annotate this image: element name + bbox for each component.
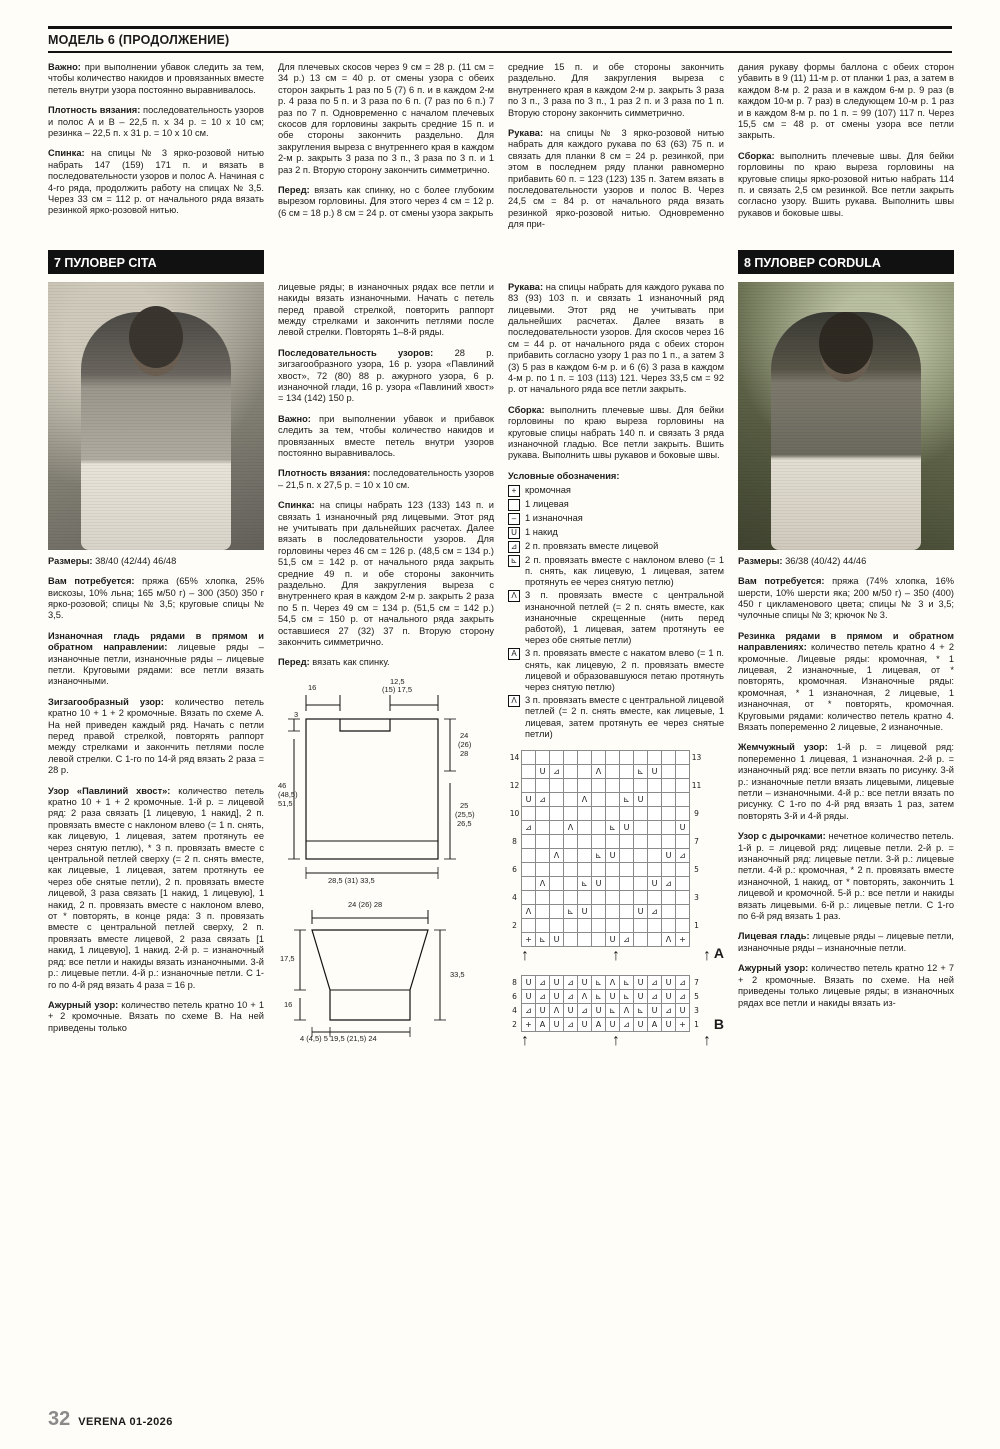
paragraph-text: при выполнении убавок следить за тем, чтобы количество накидов и провязанных вместе петель внутри узора постоянно выравнивалось. <box>48 62 264 95</box>
paragraph-lead: Резинка рядами в прямом и обратном направлениях: <box>738 630 954 653</box>
row-number-right: 13 <box>691 753 702 763</box>
paragraph <box>278 468 494 491</box>
legend-item <box>508 695 724 740</box>
paragraph-lead: Лицевая гладь: <box>738 931 810 942</box>
schem-label-515: 51,5 <box>278 798 293 808</box>
model8-materials <box>738 576 954 622</box>
legend-item <box>508 555 724 589</box>
legend-item-label: 2 п. провязать вместе с наклоном влево (= 1 п. снять, как лицевую, 1 лицевая, затем протянуть ее через снятую петлю) <box>525 554 724 588</box>
chart-b <box>508 975 724 1050</box>
photo-grain-overlay <box>48 282 264 550</box>
paragraph-text: количество петель кратно 12 + 7 + 2 кромочные. Вязать по схеме. На ней приведены только лицевые ряды; в изнаночных рядах все петли и накиды вязать из- <box>738 963 954 1008</box>
symbol-knit-icon <box>508 499 520 511</box>
chart-row: Ʌ ⊾ U U ⊿ <box>508 877 703 891</box>
paragraph-text: лицевые ряды – изнаночные петли, изнаночные ряды – лицевые петли. Круговыми рядами: все петли вязать изнаночными. <box>48 642 264 687</box>
chart-b-grid <box>508 975 703 1032</box>
main-columns <box>48 281 955 1050</box>
paragraph-lead: Зигзагообразный узор: <box>48 696 164 707</box>
schem-sleeve-top: 24 (26) 28 <box>348 899 383 909</box>
paragraph-lead: Изнаночная гладь рядами в прямом и обратном направлении: <box>48 630 264 653</box>
row-number-blank <box>508 765 522 779</box>
schem-label-125: 12,5 <box>390 676 405 686</box>
row-number-left: 6 <box>512 992 517 1002</box>
repeat-arrow-icon: ↑ <box>703 1032 711 1050</box>
paragraph-text: нечетное количество петель. 1-й р. = лицевой ряд: лицевые петли. 2-й р. = изнаночный ряд: лицевые петли. 3-й р.: лицевые петли. 4-й р.: кромочная, * 2 п. провязать вместе изнаночной, 1 накид, от * повторять, закончить 1 лицевой и кромочной. 5-й р.: все петли и накиды вязать лицевыми. 6-й р.: лицевые петли. С 1-го по 6-й ряд вязать 1 раз. <box>738 831 954 922</box>
chart-b-arrows <box>521 1032 711 1050</box>
repeat-arrow-icon: ↑ <box>612 1032 620 1050</box>
paragraph-text: Для плечевых скосов через 9 см = 28 р. (11 см = 34 р.) 13 см = 40 р. от смены узора с обеих сторон закрыть 1 раз по 5 (7) 6 п. и в каждом 2-м р. 4 раза по 5 п. и 3 раза по 6 п. (7 раз по 6 п.) 7 раз по 7 п. Одновременно с началом плечевых скосов для горловины закрыть средние 15 п. и обе стороны закончить раздельно. Для закругления выреза с внутреннего края в каждом 2-м р. закрыть 3 раза по 3 п., 3 раза по 3 п. и 1 раз 2 п. Вторую сторону закончить симметрично. <box>278 62 494 175</box>
row-number-right: 5 <box>694 992 699 1002</box>
legend-item-label: 3 п. провязать вместе с центральной лицевой петлей (= 2 п. снять вместе, как лицевые, 1 лицевая, затем протянуть ее через снятые петли) <box>525 695 724 739</box>
legend <box>508 471 724 740</box>
paragraph-lead: Рукава: <box>508 128 544 139</box>
schem-label-26: (26) <box>458 739 472 749</box>
legend-item-label: 3 п. провязать вместе с накатом влево (= 1 п. снять, как лицевую, 2 п. провязать вместе лицевой и образовавшуюся петаю протянуть через снятую петлю) <box>525 648 724 693</box>
schem-sleeve-16: 16 <box>284 999 293 1009</box>
paragraph-text: последовательность узоров и полос А и В – 22,5 п. х 34 р. = 10 х 10 см; резинка – 22,5 п. х 31 р. = 10 х 10 см. <box>48 105 264 139</box>
paragraph <box>508 128 724 231</box>
symbol-cdd-knit-icon: Ʌ <box>508 695 520 707</box>
chart-row <box>508 863 703 877</box>
footer <box>48 1408 173 1431</box>
paragraph-text: средние 15 п. и обе стороны закончить раздельно. Для закругления выреза с внутреннего края в каждом 2-м р. закрыть 3 раза по 3 п., 3 раза по 3 п., 1 раз 2 п. и 3 раза по 1 п. Вторую сторону закончить симметрично. <box>508 62 724 118</box>
repeat-arrow-icon: ↑ <box>521 1032 529 1050</box>
model7-col-2 <box>278 282 494 1050</box>
chart-row <box>508 919 703 933</box>
paragraph-lead: Узор «Павлиний хвост»: <box>48 785 171 796</box>
header-rule-bottom <box>48 51 952 53</box>
legend-item <box>508 541 724 553</box>
chart-row <box>508 751 703 765</box>
symbol-ssk-icon: ⊾ <box>508 555 520 567</box>
schem-label-25: 25 <box>460 800 469 810</box>
paragraph <box>278 414 494 460</box>
paragraph <box>48 105 264 139</box>
materials-value: пряжа (74% хлопка, 16% шерсти, 10% шерсти яка; 200 м/50 г) – 350 (400) 450 г цикламенового цвета; спицы № 3 и 3,5; чулочные спицы № 3; крючок № 3. <box>738 576 955 621</box>
schem-label-265: 26,5 <box>457 818 472 828</box>
paragraph <box>738 963 954 1009</box>
schem-label-24: 24 <box>460 730 469 740</box>
paragraph-text: вязать как спинку, но с более глубоким вырезом горловины. Для этого через 4 см = 12 р. (6 см = 18 р.) 8 см = 24 р. от смены узора закрыть <box>278 185 494 218</box>
materials-label: Вам потребуется: <box>48 576 135 587</box>
schematic-back <box>278 676 494 898</box>
chart-row <box>508 807 703 821</box>
paragraph-lead: Рукава: <box>508 281 544 292</box>
sizes-label: Размеры: <box>738 555 783 566</box>
paragraph <box>48 631 264 688</box>
paragraph-lead: Узор с дырочками: <box>738 831 826 842</box>
legend-item <box>508 527 724 539</box>
schem-label-3: 3 <box>294 709 299 719</box>
row-number-right: 9 <box>694 809 699 819</box>
paragraph <box>278 62 494 176</box>
chart-b-letter: B <box>713 1016 724 1033</box>
row-number-blank <box>690 849 704 863</box>
sizes-label: Размеры: <box>48 555 93 566</box>
paragraph-lead: Важно: <box>278 413 311 424</box>
model-banners <box>48 250 952 274</box>
paragraph-text: дания рукаву формы баллона с обеих сторон убавить в 9 (11) 11-м р. от планки 1 раз, а затем в каждом 8-м р. 2 раза и в каждом 6-м р. 9 раз (в каждом 10-м р. 7 раз) в следующем 10-м р. 1 раз и в каждом 8-м р. по 1 п. = 99 (107) 117 п. Через 15,5 см = 48 р. от смены узора все петли закрыть. <box>738 62 954 141</box>
paragraph-text: 1-й р. = лицевой ряд: попеременно 1 лицевая, 1 изнаночная. 2-й р. = изнаночный ряд: все петли вязать по рисунку. 3-й р.: изнаночные петли вязать лицевыми, лицевые петли – изнаночными. 4-й р.: все петли вязать по рисунку. С 1-го по 4-й ряд вязать 1 раз, затем повторять 3-й и 4-й ряды. <box>738 742 954 821</box>
row-number-blank <box>690 793 704 807</box>
paragraph-text: выполнить плечевые швы. Для бейки горловины по краю выреза горловины на круговые спицы набрать 140 п. и связать 3 ряда изнаночной гладью. Все петли закрыть. Вшить рукава. Выполнить швы рукавов и боковые швы. <box>508 404 724 461</box>
model8-sizes <box>738 556 954 567</box>
paragraph-text: выполнить плечевые швы. Для бейки горловины по краю выреза горловины на круговые спицы ярко-розовой нитью набрать 114 п. и связать 2,5 см резинкой. Все петли закрыть согласно узору. Вшить рукава. Выполнить швы рукавов и боковые швы. <box>738 150 954 218</box>
schem-label-485: (48,5) <box>278 789 298 799</box>
paragraph <box>738 831 954 922</box>
chart-row <box>508 779 703 793</box>
row-number-left: 6 <box>512 865 517 875</box>
row-number-blank <box>690 905 704 919</box>
row-number-blank <box>508 821 522 835</box>
paragraph <box>48 786 264 991</box>
paragraph-lead: Перед: <box>278 657 310 668</box>
paragraph <box>508 405 724 462</box>
materials-label: Вам потребуется: <box>738 576 825 587</box>
page-number: 32 <box>48 1408 71 1430</box>
row-number-blank <box>690 933 704 947</box>
paragraph <box>738 631 954 734</box>
paragraph-text: на спицы № 3 ярко-розовой нитью набрать 147 (159) 171 п. и вязать в последовательности узоров и полос А. Начиная с 4-го ряда, продолжить работу на спицах № 3,5. Через 33 см = 112 р. от начального ряда вязать резинкой ярко-розовой нитью. <box>48 148 264 216</box>
row-number-left: 2 <box>512 1020 517 1030</box>
paragraph-text: на спицы набрать для каждого рукава по 83 (93) 103 п. и связать 1 изнаночный ряд лицевыми. Этот ряд не учитывать при дальнейших расчетах. Далее вязать в последовательности узоров. Для скосов через 16 см = 44 р. от начального ряда с обеих сторон прибавить согласно узору 1 раз по 1 п., а затем 3 (3) 5 раз в каждом 6-м р. и 6 (6) 3 раза в каждом 4-м р. по 1 п. = 103 (113) 121. Через 33,5 см = 92 р. от начального ряда все петли закрыть. <box>508 281 724 395</box>
model6-col-3 <box>508 62 724 240</box>
chart-row: 6 U ⊿ U ⊿ Ʌ ⊾ U ⊾ U ⊿ U ⊿ 5 <box>508 990 703 1004</box>
row-number-blank <box>690 877 704 891</box>
schem-label-46: 46 <box>278 780 287 790</box>
row-number-right: 5 <box>694 865 699 875</box>
model7-col-1 <box>48 282 264 1050</box>
legend-item-label: 1 изнаночная <box>525 512 583 523</box>
paragraph-lead: Спинка: <box>278 500 315 511</box>
paragraph <box>48 62 264 96</box>
repeat-arrow-icon: ↑ <box>612 947 620 965</box>
legend-item-label: 1 накид <box>525 526 558 537</box>
paragraph-lead: Последовательность узоров: <box>278 347 434 358</box>
model6-columns <box>48 62 952 240</box>
chart-row: 8 U ⊿ U ⊿ U ⊾ Ʌ ⊾ U ⊿ U ⊿ 7 <box>508 976 703 990</box>
chart-row: Ʌ ⊾ U U ⊿ <box>508 849 703 863</box>
paragraph-lead: Спинка: <box>48 148 85 159</box>
paragraph <box>738 742 954 822</box>
sizes-value: 36/38 (40/42) 44/46 <box>782 555 867 566</box>
row-number-blank <box>508 849 522 863</box>
chart-a-arrows <box>521 947 711 965</box>
row-number-blank <box>690 821 704 835</box>
model8-title: 8 ПУЛОВЕР CORDULA <box>738 253 954 274</box>
banner-spacer-2 <box>508 250 724 274</box>
row-number-left: 14 <box>509 753 520 763</box>
schem-sleeve-335: 33,5 <box>450 969 465 979</box>
row-number-left: 10 <box>509 809 520 819</box>
paragraph-text: на спицы № 3 ярко-розовой нитью набрать для каждого рукава по 63 (63) 75 п. и связать для планки 8 см = 24 р. резинкой, при этом в последнем ряду планки равномерно прибавить 60 п. = 123 (123) 135 п. Затем вязать в последовательности узоров и полос В. Через 24,5 см = 84 р. от начального ряда вязать резинкой ярко-розовой нитью. Одновременно для при- <box>508 128 724 230</box>
paragraph-text: количество петель кратно 10 + 1 + 2 кромочные. Вязать по схеме В. На ней приведены только <box>48 999 264 1033</box>
legend-title: Условные обозначения: <box>508 470 620 481</box>
model7-title: 7 ПУЛОВЕР CITA <box>48 253 264 274</box>
row-number-right: 3 <box>694 1006 699 1016</box>
paragraph <box>278 185 494 219</box>
symbol-purl-icon: – <box>508 513 520 525</box>
paragraph <box>48 148 264 216</box>
row-number-blank <box>508 933 522 947</box>
chart-a-grid <box>508 750 703 947</box>
paragraph <box>278 657 494 668</box>
paragraph <box>508 282 724 396</box>
model6-col-1 <box>48 62 264 240</box>
row-number-right: 1 <box>694 921 699 931</box>
banner-spacer-1 <box>278 250 494 274</box>
paragraph <box>738 151 954 219</box>
banner-model8 <box>738 250 954 274</box>
chart-a <box>508 750 724 965</box>
paragraph-text: вязать как спинку. <box>309 657 390 668</box>
chart-row: 4 ⊿ U Ʌ U ⊿ U ⊾ Ʌ ⊾ U ⊿ U 3 <box>508 1004 703 1018</box>
paragraph-lead: Сборка: <box>508 404 545 415</box>
row-number-right: 7 <box>694 978 699 988</box>
schem-label-255: (25,5) <box>455 809 475 819</box>
model7-col-3 <box>508 282 724 1050</box>
chart-row <box>508 891 703 905</box>
paragraph <box>738 931 954 954</box>
paragraph-text: количество петель кратно 10 + 1 + 2 кромочные. 1-й р. = лицевой ряд: 2 раза связать [1 лицевую, 1 накид], 2 п. провязать вместе с наклоном влево (= 1 п. снять, как лицевую, 1 лицевая, затем протянуть ее через снятую петлю), * 3 п. провязать вместе с центральной петлей сверху (= 2 п. снять вместе, как лицевые, 1 лицевая, затем протянуть ее через обе снятые петли), 2 п. провязать вместе лицевой, 3 раза связать [1 накид, 1 лицевую], 1 накид, 2 п. провязать вместе с наклоном влево, от * повторять, в конце ряда: 3 п. провязать вместе с центральной петлей сверху, 2 п. провязать вместе лицевой, 2 раза связать [1 накид, 1 лицевую], 1 накид. 2-й р. = изнаночный ряд: все петли и накиды вязать изнаночными. 3-й р.: лицевые петли. 4-й р.: изнаночные петли. С 1-го по 4-й ряд вязать 4 раза = 16 р. <box>48 785 265 990</box>
row-number-right: 1 <box>694 1020 699 1030</box>
row-number-left: 4 <box>512 893 517 903</box>
paragraph-lead: Ажурный узор: <box>48 999 119 1010</box>
row-number-left: 4 <box>512 1006 517 1016</box>
chart-row: 2 + A U ⊿ U A U ⊿ U A U + 1 <box>508 1018 703 1032</box>
legend-item <box>508 485 724 497</box>
paragraph <box>508 62 724 119</box>
paragraph-lead: Плотность вязания: <box>278 468 371 479</box>
row-number-left: 2 <box>512 921 517 931</box>
legend-item <box>508 499 724 511</box>
schem-sleeve-175: 17,5 <box>280 953 295 963</box>
row-number-right: 11 <box>691 781 702 791</box>
photo-grain-overlay <box>738 282 954 550</box>
paragraph-lead: Сборка: <box>738 150 775 161</box>
legend-item-label: 3 п. провязать вместе с центральной изнаночной петлей (= 2 п. снять вместе, как изнаночные скрещенные (нить перед работой), 1 лицевая, затем протянуть ее через обе снятые петли) <box>525 590 724 646</box>
model6-col-2 <box>278 62 494 240</box>
legend-item-label: кромочная <box>525 484 571 495</box>
paragraph <box>738 62 954 142</box>
symbol-sk2p-icon: A <box>508 648 520 660</box>
paragraph-text: лицевые ряды – лицевые петли, изнаночные ряды – изнаночные петли. <box>738 931 955 953</box>
schem-label-bottom: 28,5 (31) 33,5 <box>328 875 375 885</box>
materials-value: пряжа (65% хлопка, 25% вискозы, 10% льна; 165 м/50 г) – 300 (350) 350 г ярко-розовой; спицы № 3,5; круговые спицы № 3,5. <box>48 576 265 621</box>
symbol-k2tog-icon: ⊿ <box>508 541 520 553</box>
legend-item <box>508 590 724 646</box>
paragraph-text: количество петель кратно 4 + 2 кромочные. Лицевые ряды: кромочная, * 1 лицевая, 2 изнаночные, 1 лицевая, от * повторять, кромочная. Изнаночные ряды: кромочная, * 1 изнаночная, 2 лицевые, 1 изнаночная, от * повторять, кромочная. Круговыми рядами: количество петель кратно 4. Вязать попеременно 2 лицевые, 2 изнаночные. <box>738 642 954 732</box>
schem-label-28: 28 <box>460 748 469 758</box>
schem-label-15-175: (15) 17,5 <box>382 684 413 694</box>
row-number-left: 12 <box>509 781 520 791</box>
paragraph-text: количество петель кратно 10 + 1 + 2 кромочные. Вязать по схеме А. На ней приведен каждый ряд. Начать с петли перед правой стрелкой, повторять раппорт между стрелками и закончить петлями после левой стрелки. С 1-го по 14-й ряд вязать 2 раза = 28 р. <box>48 696 264 776</box>
paragraph-text: при выполнении убавок и прибавок следить за тем, чтобы количество накидов и провязанных вместе петель внутри узоров постоянно выравнивалось. <box>278 413 494 458</box>
schematic-back-svg <box>278 683 494 898</box>
chart-row: U ⊿ Ʌ ⊾ U <box>508 765 703 779</box>
symbol-cdd-purl-icon: Ʌ <box>508 590 520 602</box>
row-number-blank <box>690 765 704 779</box>
row-number-blank <box>508 793 522 807</box>
legend-item-label: 1 лицевая <box>525 498 569 509</box>
magazine-issue: VERENA 01-2026 <box>78 1416 173 1428</box>
legend-item <box>508 513 724 525</box>
model7-sizes <box>48 556 264 567</box>
sizes-value: 38/40 (42/44) 46/48 <box>92 555 177 566</box>
paragraph-lead: Важно: <box>48 62 81 72</box>
repeat-arrow-icon: ↑ <box>703 947 711 965</box>
paragraph <box>278 282 494 339</box>
paragraph-text: на спицы набрать 123 (133) 143 п. и связать 1 изнаночный ряд лицевыми. Этот ряд не учитывать при дальнейших расчетах. Далее вязать в последовательности узоров. Для горловины через 46 см = 126 р. (48,5 см = 134 р.) 51,5 см = 142 р. от начального ряда закрыть средние 49 п. и обе стороны закончить раздельно. Для закругления выреза с внутреннего края в каждом 2-м р. закрыть 2 раза по 5 п. Через 49 см = 134 р. (51,5 см = 142 р.) 54,5 см = 150 р. от начального ряда закрыть оставшиеся 27 (32) 37 п. Вторую сторону закончить симметрично. <box>278 500 494 648</box>
paragraph-text: 28 р. зигзагообразного узора, 16 р. узора «Павлиний хвост», 72 (80) 88 р. ажурного узора, 6 р. изнаночной глади, 16 р. узора «Павлиний хвост» = 134 (142) 150 р. <box>278 347 494 404</box>
legend-item <box>508 648 724 693</box>
row-number-blank <box>508 877 522 891</box>
model8-photo <box>738 282 954 550</box>
schematic-sleeve <box>278 899 494 1044</box>
row-number-blank <box>508 905 522 919</box>
paragraph-text: последовательность узоров – 21,5 п. х 27,5 р. = 10 х 10 см. <box>278 468 494 490</box>
repeat-arrow-icon: ↑ <box>521 947 529 965</box>
schem-sleeve-bottom: 4 (4,5) 5 19,5 (21,5) 24 <box>300 1033 377 1043</box>
banner-model7 <box>48 250 264 274</box>
paragraph <box>48 1000 264 1034</box>
row-number-left: 8 <box>512 978 517 988</box>
model6-col-4 <box>738 62 954 240</box>
chart-row: U ⊿ Ʌ ⊾ U <box>508 793 703 807</box>
chart-row <box>508 835 703 849</box>
chart-row: + ⊾ U U ⊿ Ʌ + <box>508 933 703 947</box>
chart-a-letter: A <box>713 945 724 962</box>
model7-materials <box>48 576 264 622</box>
symbol-kromochnaya-icon: + <box>508 485 520 497</box>
paragraph <box>48 697 264 777</box>
model8-col <box>738 282 954 1050</box>
paragraph-text: лицевые ряды; в изнаночных рядах все петли и накиды вязать изнаночными. Начать с петель перед правой стрелкой, повторить раппорт между стрелками и закончить петлями после левой стрелки. Повторять 1–8-й ряды. <box>278 281 494 338</box>
row-number-left: 8 <box>512 837 517 847</box>
row-number-right: 3 <box>694 893 699 903</box>
paragraph <box>278 348 494 405</box>
paragraph-lead: Перед: <box>278 185 310 196</box>
paragraph-lead: Жемчужный узор: <box>738 742 828 753</box>
chart-row: Ʌ ⊾ U U ⊿ <box>508 905 703 919</box>
chart-row: ⊿ Ʌ ⊾ U U <box>508 821 703 835</box>
legend-item-label: 2 п. провязать вместе лицевой <box>525 540 659 551</box>
paragraph <box>278 500 494 648</box>
paragraph-lead: Плотность вязания: <box>48 105 141 116</box>
model7-photo <box>48 282 264 550</box>
page-title: МОДЕЛЬ 6 (ПРОДОЛЖЕНИЕ) <box>48 33 230 47</box>
paragraph-lead: Ажурный узор: <box>738 963 809 974</box>
row-number-right: 7 <box>694 837 699 847</box>
symbol-yarnover-icon: U <box>508 527 520 539</box>
schem-label-16: 16 <box>308 682 317 692</box>
